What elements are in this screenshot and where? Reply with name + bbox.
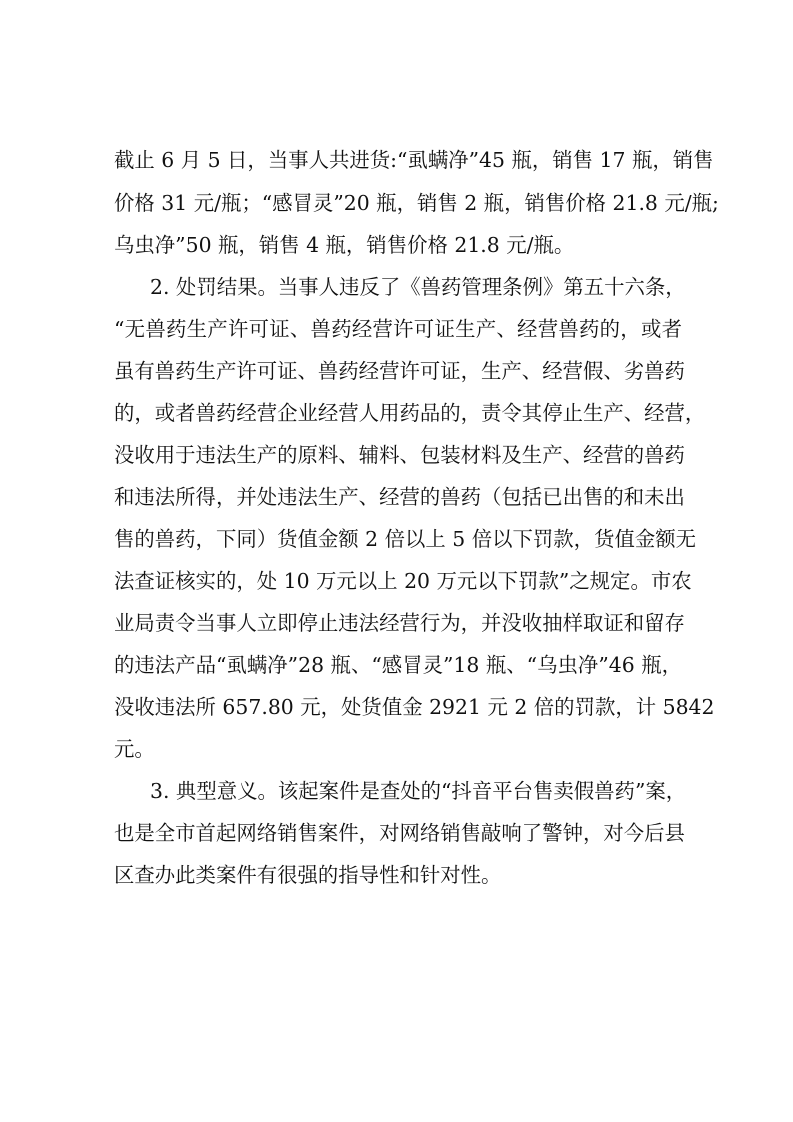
text-line: 区查办此类案件有很强的指导性和针对性。 — [114, 863, 502, 887]
text-line: 业局责令当事人立即停止违法经营行为，并没收抽样取证和留存 — [114, 611, 685, 635]
section-heading-penalty: 2. 处罚结果。当事人违反了《兽药管理条例》第五十六条， — [150, 275, 686, 299]
text-line: 虽有兽药生产许可证、兽药经营许可证，生产、经营假、劣兽药 — [114, 359, 685, 383]
text-line: 和违法所得，并处违法生产、经营的兽药（包括已出售的和未出 — [114, 485, 685, 509]
text-line: 的，或者兽药经营企业经营人用药品的，责令其停止生产、经营， — [114, 401, 706, 425]
text-line: 没收用于违法生产的原料、辅料、包装材料及生产、经营的兽药 — [114, 443, 685, 467]
text-line: 也是全市首起网络销售案件，对网络销售敲响了警钟，对今后县 — [114, 821, 685, 845]
section-heading-significance: 3. 典型意义。该起案件是查处的“抖音平台售卖假兽药”案， — [150, 779, 687, 803]
text-line: 法查证核实的，处 10 万元以上 20 万元以下罚款”之规定。市农 — [114, 569, 692, 593]
text-line: 乌虫净”50 瓶，销售 4 瓶，销售价格 21.8 元/瓶。 — [114, 233, 575, 257]
text-line: “无兽药生产许可证、兽药经营许可证生产、经营兽药的，或者 — [114, 317, 682, 341]
text-line: 截止 6 月 5 日，当事人共进货:“虱螨净”45 瓶，销售 17 瓶，销售 — [114, 148, 714, 172]
text-line: 售的兽药，下同）货值金额 2 倍以上 5 倍以下罚款，货值金额无 — [114, 527, 697, 551]
text-line: 没收违法所 657.80 元，处货值金 2921 元 2 倍的罚款，计 5842 — [114, 695, 715, 719]
text-line: 价格 31 元/瓶；“感冒灵”20 瓶，销售 2 瓶，销售价格 21.8 元/瓶; — [114, 191, 719, 215]
text-line: 的违法产品“虱螨净”28 瓶、“感冒灵”18 瓶、“乌虫净”46 瓶， — [114, 653, 682, 677]
text-line: 元。 — [114, 737, 155, 761]
